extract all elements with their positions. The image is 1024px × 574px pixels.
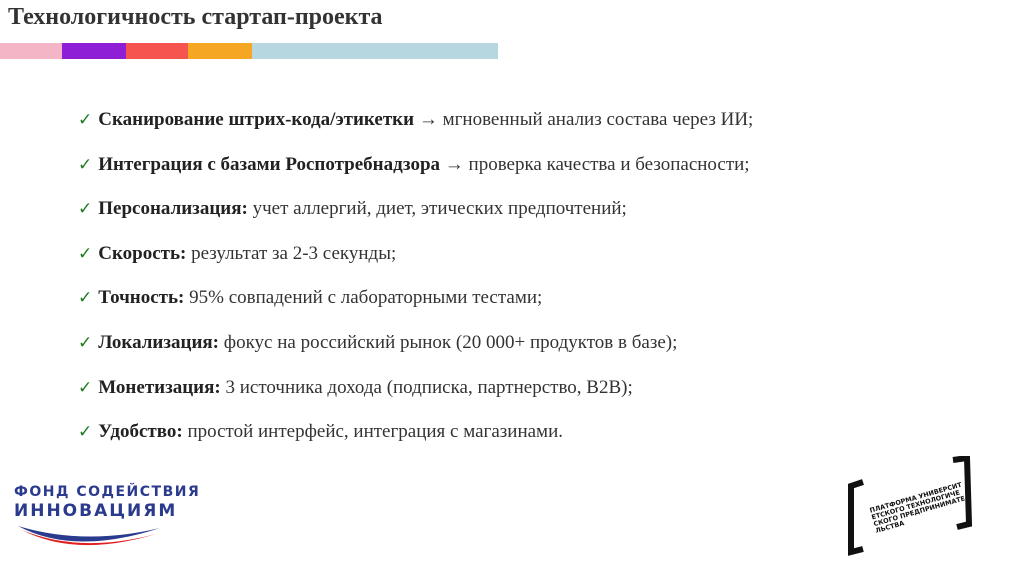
check-icon: ✓ [78, 332, 93, 353]
fund-logo [14, 484, 201, 556]
color-segment [252, 43, 498, 59]
feature-item [78, 239, 753, 284]
fund-logo-line-2: ИННОВАЦИЯМ [14, 501, 178, 521]
feature-item [78, 283, 753, 328]
check-icon: ✓ [78, 199, 93, 220]
feature-text: → мгновенный анализ состава через ИИ; [414, 109, 754, 130]
feature-text: 95% совпадений с лабораторными тестами; [184, 287, 543, 309]
feature-label: Локализация: [98, 331, 220, 353]
check-icon: ✓ [78, 377, 93, 398]
color-segment [62, 43, 126, 59]
check-icon: ✓ [78, 243, 93, 264]
feature-label: Интеграция с базами Роспотребнадзора [98, 153, 441, 175]
check-icon: ✓ [78, 110, 93, 130]
feature-text: результат за 2-3 секунды; [186, 242, 397, 264]
check-icon: ✓ [78, 422, 93, 443]
feature-label: Сканирование штрих-кода/этикетки [98, 109, 415, 130]
feature-label: Удобство: [98, 421, 183, 443]
check-icon: ✓ [78, 154, 93, 175]
fund-logo-line-1: ФОНД СОДЕЙСТВИЯ [14, 484, 201, 500]
feature-item [78, 328, 753, 373]
platform-logo-text: ПЛАТФОРМА УНИВЕРСИТЕТСКОГО ТЕХНОЛОГИЧЕСКОГО ПРЕДПРИНИМАТЕЛЬСТВА [868, 480, 966, 535]
check-icon: ✓ [78, 288, 93, 309]
feature-item [78, 373, 753, 418]
feature-text: учет аллергий, диет, этических предпочтений; [247, 198, 627, 220]
feature-label: Персонализация: [98, 198, 248, 220]
color-segment [0, 43, 62, 59]
feature-text: 3 источника дохода (подписка, партнерство, B2B); [220, 376, 633, 398]
feature-text: → проверка качества и безопасности; [440, 153, 750, 175]
color-stripe [0, 43, 498, 59]
feature-item [78, 194, 753, 239]
color-segment [188, 43, 252, 59]
color-segment [126, 43, 188, 59]
fund-swoosh-icon [14, 520, 164, 556]
feature-list [78, 105, 753, 462]
feature-label: Монетизация: [98, 376, 221, 398]
slide-title: Технологичность стартап-проекта [8, 4, 383, 30]
feature-item [78, 150, 753, 195]
feature-item [78, 105, 753, 150]
platform-logo [845, 456, 975, 556]
feature-label: Точность: [98, 287, 185, 309]
feature-text: простой интерфейс, интеграция с магазинами. [182, 421, 563, 443]
feature-text: фокус на российский рынок (20 000+ продуктов в базе); [219, 331, 678, 353]
feature-item [78, 417, 753, 462]
feature-label: Скорость: [98, 242, 187, 264]
